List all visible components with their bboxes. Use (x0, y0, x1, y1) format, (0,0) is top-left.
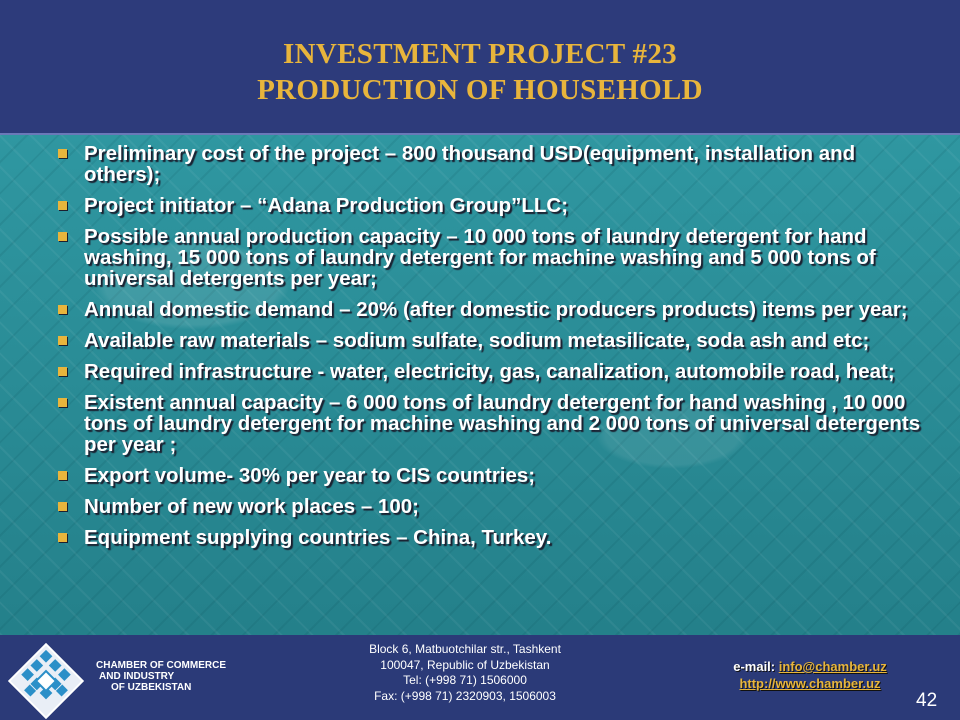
list-item (52, 392, 930, 455)
phone-line: Tel: (+998 71) 1506000 (403, 673, 527, 687)
org-line: OF UZBEKISTAN (111, 682, 192, 693)
square-bullet-icon (58, 201, 67, 210)
slide-content (0, 135, 960, 635)
square-bullet-icon (58, 502, 67, 511)
email-label: e-mail: (733, 659, 779, 674)
list-item (52, 143, 930, 185)
square-bullet-icon (58, 336, 67, 345)
square-bullet-icon (58, 367, 67, 376)
square-bullet-icon (58, 398, 67, 407)
bullet-text: Available raw materials – sodium sulfate, sodium metasilicate, soda ash and etc; (84, 329, 870, 352)
list-item (52, 465, 930, 486)
bullet-text: Export volume- 30% per year to CIS countries; (84, 464, 536, 487)
bullet-text: Project initiator – “Adana Production Group”LLC; (84, 194, 569, 217)
bullet-text: Number of new work places – 100; (84, 495, 419, 518)
website-link[interactable]: http://www.chamber.uz (739, 676, 881, 691)
address-line: 100047, Republic of Uzbekistan (380, 657, 550, 672)
page-number: 42 (916, 690, 938, 711)
square-bullet-icon (58, 533, 67, 542)
list-item (52, 330, 930, 351)
bullet-text: Annual domestic demand – 20% (after domestic producers products) items per year; (84, 298, 908, 321)
bullet-text: Existent annual capacity – 6 000 tons of laundry detergent for hand washing , 10 000 tons of laundry detergent for machine washing and 2 000 tons of universal detergents per year ; (84, 391, 921, 456)
slide-title-line1: INVESTMENT PROJECT #23 (283, 38, 677, 70)
list-item (52, 361, 930, 382)
org-line: CHAMBER OF COMMERCE (96, 660, 226, 671)
bullet-text: Required infrastructure - water, electricity, gas, canalization, automobile road, heat; (84, 360, 895, 383)
website-line (700, 675, 920, 692)
organization-name (96, 660, 226, 693)
bullet-text: Equipment supplying countries – China, Turkey. (84, 526, 552, 549)
square-bullet-icon (58, 149, 67, 158)
square-bullet-icon (58, 305, 67, 314)
address-line: Block 6, Matbuotchilar str., Tashkent (369, 642, 561, 656)
list-item (52, 527, 930, 548)
square-bullet-icon (58, 232, 67, 241)
email-line (700, 658, 920, 675)
list-item (52, 299, 930, 320)
email-link[interactable]: info@chamber.uz (778, 659, 887, 674)
fax-line: Fax: (+998 71) 2320903, 1506003 (374, 688, 556, 703)
square-bullet-icon (58, 471, 67, 480)
bullet-text: Preliminary cost of the project – 800 thousand USD(equipment, installation and others); (84, 142, 856, 186)
list-item (52, 226, 930, 289)
list-item (52, 496, 930, 517)
chamber-logo-icon (8, 643, 84, 719)
contact-block (700, 658, 920, 692)
address-block (300, 642, 630, 704)
bullet-text: Possible annual production capacity – 10 000 tons of laundry detergent for hand washing, 15 000 tons of laundry detergent for machine washing and 5 000 tons of universal detergents per year; (84, 225, 876, 290)
list-item (52, 195, 930, 216)
slide-title-line2: PRODUCTION OF HOUSEHOLD (257, 74, 703, 106)
bullet-list (0, 135, 960, 548)
org-line: AND INDUSTRY (99, 671, 175, 682)
slide-header (0, 0, 960, 135)
